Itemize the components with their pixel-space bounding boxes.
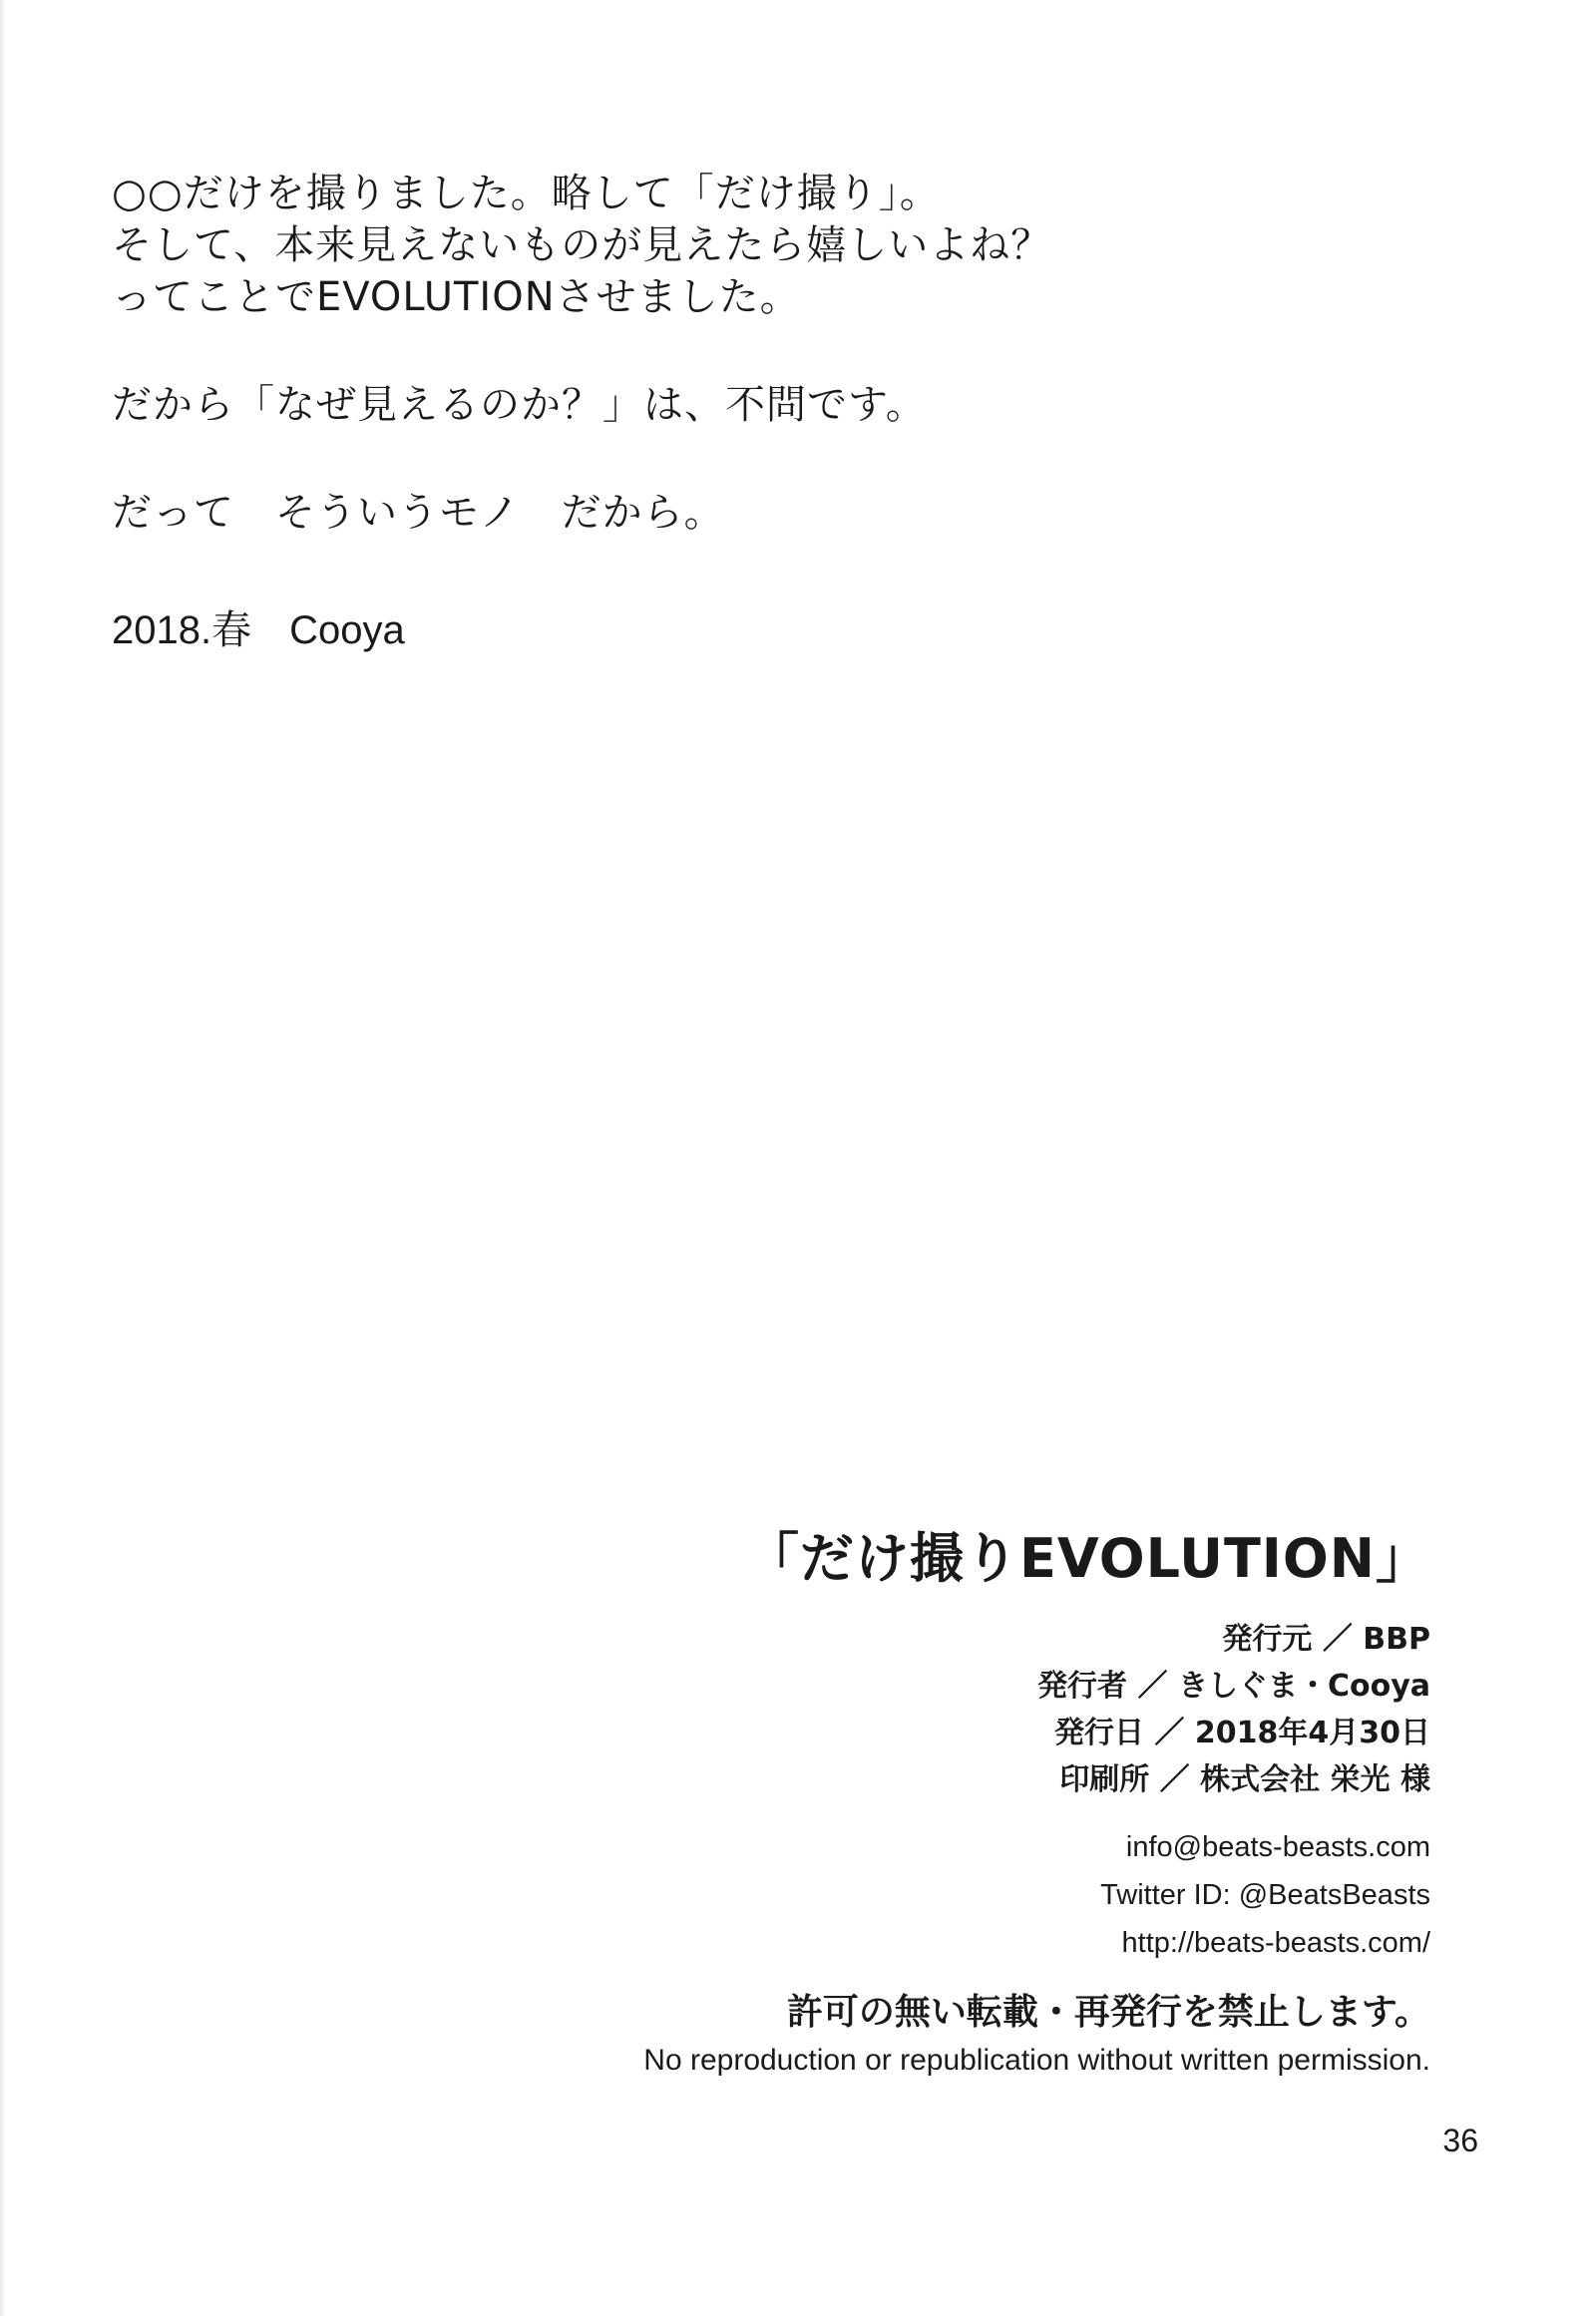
contact-website: http://beats-beasts.com/ [1121,1927,1430,1959]
contacts-list [533,1823,1430,1967]
afterword-line: だから「なぜ見えるのか？」は、不問です。 [112,382,927,428]
book-title: 「だけ撮りEVOLUTION」 [745,1527,1430,1590]
signature-date: 2018.春 [112,608,252,652]
credit-printer: 印刷所 ／ 株式会社 栄光 様 [1059,1762,1430,1797]
afterword-line: ってことでEVOLUTIONさせました。 [112,274,801,320]
afterword-line: ○○だけを撮りました。略して「だけ撮り」。 [112,171,941,216]
afterword-line: そして、本来見えないものが見えたら嬉しいよね？ [112,222,1052,268]
afterword [112,168,1209,539]
afterword-line: だって そういうモノ だから。 [112,490,725,536]
colophon [533,1524,1430,2081]
scan-edge [0,0,6,2316]
page-number: 36 [1442,2123,1478,2158]
contact-email: info@beats-beasts.com [1125,1831,1430,1863]
credit-issuer: 発行者 ／ きしぐま・Cooya [1037,1669,1430,1704]
copyright-notice-en: No reproduction or republication without written permission. [643,2044,1430,2077]
signature-author: Cooya [289,608,405,652]
copyright-notice-jp: 許可の無い転載・再発行を禁止します。 [786,1992,1430,2033]
credit-issue-date: 発行日 ／ 2018年4月30日 [1053,1716,1430,1750]
afterword-signature [112,598,405,655]
contact-twitter: Twitter ID: @BeatsBeasts [1100,1879,1430,1911]
credit-publisher: 発行元 ／ BBP [1222,1622,1430,1657]
credits-list [533,1616,1430,1803]
